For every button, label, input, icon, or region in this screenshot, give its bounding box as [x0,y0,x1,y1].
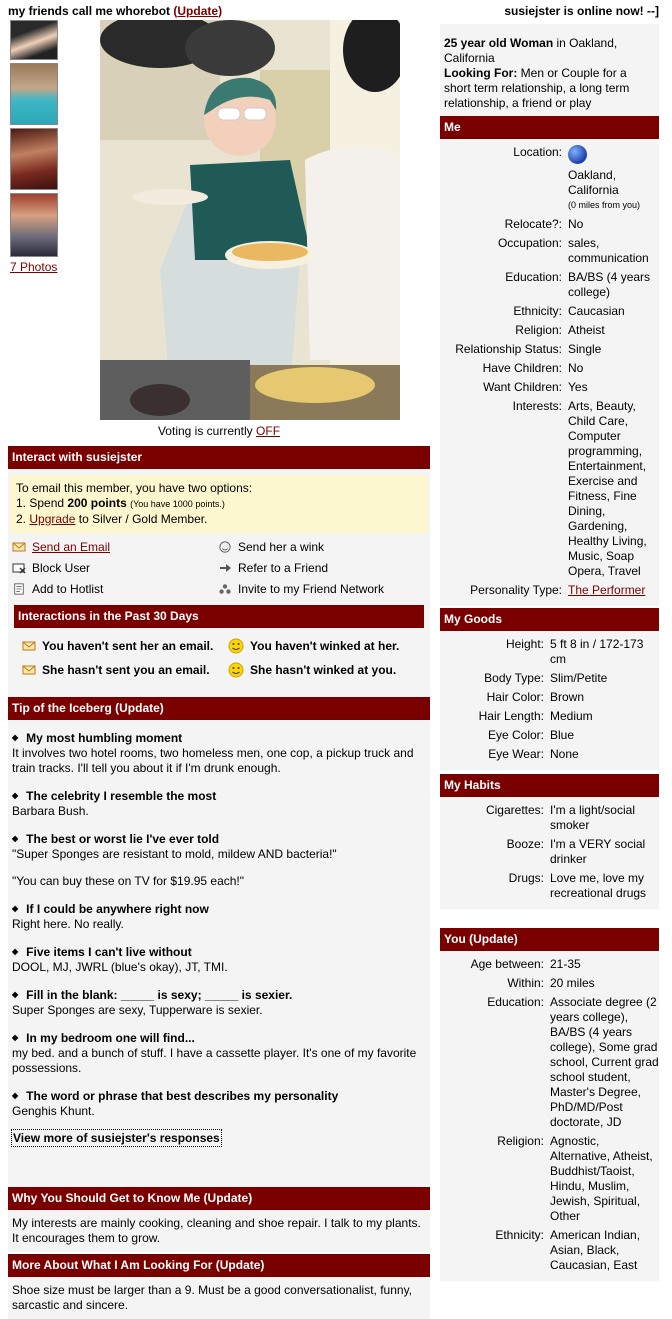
me-row-label: Interests: [512,399,562,413]
tagline-update-link[interactable]: Update [177,4,219,18]
winked-her-text: You haven't winked at her. [250,639,400,653]
me-row-label: Occupation: [497,236,562,250]
goods-row [440,747,659,762]
me-row-value: Single [568,342,602,356]
email-options-notice [10,475,428,533]
habits-row-value: I'm a light/social smoker [550,803,635,832]
goods-row [440,690,659,705]
iceberg-section [8,697,430,1198]
qa-question: ◆ The word or phrase that best describes my personality [12,1088,426,1104]
me-row-label: Ethnicity: [513,304,562,318]
her-email-status [22,662,228,678]
why-section [8,1187,430,1252]
main-profile-photo[interactable] [100,20,400,420]
paren-close: ) [218,4,223,18]
me-row-value: No [568,361,584,375]
add-hotlist-label[interactable]: Add to Hotlist [32,582,104,596]
looking-text: Men or Couple for a short term relationship, a long term relationship, a friend or play [444,66,630,110]
qa-question: ◆ Fill in the blank: _____ is sexy; _____ is sexier. [12,987,426,1003]
habits-row [440,837,659,867]
me-row [440,145,659,213]
me-row [440,236,659,266]
goods-row-value: Blue [550,728,575,742]
me-row-label: Location: [513,145,562,159]
goods-row [440,709,659,724]
her-email-text: She hasn't sent you an email. [42,663,210,677]
habits-details [440,797,659,909]
main-photo-image [100,20,400,420]
goods-row-label: Eye Color: [487,728,544,742]
me-row [440,217,659,232]
me-row-value: Atheist [568,323,605,337]
me-row-value: BA/BS (4 years college) [568,270,651,299]
send-wink-label[interactable]: Send her a wink [238,540,325,554]
me-row [440,380,659,395]
goods-row-value: Brown [550,690,585,704]
habits-header: My Habits [440,774,659,797]
you-row [440,957,659,972]
qa-question: ◆ Five items I can't live without [12,944,426,960]
me-section [440,116,659,606]
you-row [440,976,659,991]
habits-row-value: I'm a VERY social drinker [550,837,646,866]
me-row [440,399,659,579]
goods-row-value: Medium [550,709,593,723]
iceberg-header: Tip of the Iceberg (Update) [8,697,430,720]
me-row-value: Yes [568,380,588,394]
paren-open: ( [173,4,178,18]
arrow-right-icon [218,562,232,574]
voting-state-link[interactable]: OFF [256,424,281,438]
goods-section [440,608,659,770]
me-header: Me [440,116,659,139]
goods-row [440,728,659,743]
sent-email-status [22,638,228,654]
upgrade-link[interactable]: Upgrade [29,512,76,526]
you-row-value: Associate degree (2 years college), BA/BS (4 years college), Some grad school, Current grad school student, Master's Degree, PhD/MD/Post doctorate, JD [550,995,659,1129]
photo-thumb[interactable] [10,193,58,257]
qa-answer: Genghis Khunt. [12,1104,95,1118]
sent-email-text: You haven't sent her an email. [42,639,214,653]
hotlist-icon [12,583,26,595]
goods-row-value: Slim/Petite [550,671,608,685]
block-icon [12,562,26,574]
goods-details [440,631,659,770]
looking-label: Looking For: [444,66,518,80]
opt1-small: (You have 1000 points.) [130,499,225,509]
envelope-icon [22,664,36,676]
qa-question: ◆ If I could be anywhere right now [12,901,426,917]
goods-row-value: 5 ft 8 in / 172-173 cm [550,637,644,666]
interactions-summary [8,628,430,686]
qa-answer: Super Sponges are sexy, Tupperware is sexier. [12,1003,263,1017]
qa-answer: "Super Sponges are resistant to mold, mildew AND bacteria!" [12,847,337,861]
distance-value: (0 miles from you) [568,200,641,210]
profile-tagline [8,0,430,20]
me-row-value [568,145,659,213]
friend-network-icon [218,583,232,595]
goods-row-label: Hair Color: [486,690,544,704]
goods-row-value: None [550,747,579,761]
you-details [440,951,659,1281]
goods-header: My Goods [440,608,659,631]
interact-actions [8,537,430,599]
invite-network-action[interactable] [218,581,418,597]
refer-friend-label[interactable]: Refer to a Friend [238,561,329,575]
summary-location: in Oakland, California [444,36,618,65]
add-hotlist-action[interactable] [12,581,218,597]
winked-her-status [228,638,418,654]
habits-section [440,774,659,909]
her-wink-text: She hasn't winked at you. [250,663,397,677]
notice-option-1 [16,496,422,512]
me-row-label: Religion: [515,323,562,337]
opt1-points: 200 points [67,496,127,510]
goods-row-label: Height: [505,637,544,651]
notice-option-2 [16,512,422,527]
you-row-value: American Indian, Asian, Black, Caucasian, East [550,1228,641,1272]
refer-friend-action[interactable] [218,560,418,576]
you-row-label: Education: [487,995,544,1009]
qa-question: ◆ My most humbling moment [12,730,426,746]
voting-label: Voting is currently [157,424,253,438]
you-row-label: Ethnicity: [495,1228,544,1242]
why-header: Why You Should Get to Know Me (Update) [8,1187,430,1210]
you-row [440,1228,659,1273]
habits-row [440,871,659,901]
me-row-value: sales, communication [568,236,649,265]
smiley-icon [228,638,244,654]
photo-thumbnails [10,20,58,274]
me-row-label: Have Children: [482,361,562,375]
me-row [440,323,659,338]
habits-row-label: Booze: [506,837,544,851]
me-row-value: No [568,217,584,231]
you-row-value: Agnostic, Alternative, Atheist, Buddhist/Taoist, Hindu, Muslim, Jewish, Spiritual, Other [550,1134,653,1223]
why-text: My interests are mainly cooking, cleaning and shoe repair. I talk to my plants. It encourages them to grow. [8,1210,430,1252]
globe-icon [568,145,587,164]
view-more-responses-link[interactable]: View more of susiejster's responses [13,1131,220,1145]
me-row-label: Education: [505,270,562,284]
you-row-value: 21-35 [550,957,581,971]
you-row-label: Within: [507,976,544,990]
qa-question: ◆ The best or worst lie I've ever told [12,831,426,847]
online-status: susiejster is online now! --] [504,4,659,18]
personality-type-link[interactable]: The Performer [568,583,646,597]
me-row-label: Relocate?: [504,217,562,231]
goods-row-label: Eye Wear: [488,747,544,761]
you-row [440,995,659,1130]
block-user-label[interactable]: Block User [32,561,91,575]
habits-row-label: Drugs: [508,871,544,885]
opt2-prefix: 2. [16,512,27,526]
you-row-label: Religion: [497,1134,544,1148]
qa-answer: Right here. No really. [12,917,124,931]
block-user-action[interactable] [12,560,218,576]
send-email-link[interactable]: Send an Email [32,540,111,554]
habits-row-value: Love me, love my recreational drugs [550,871,647,900]
you-row-value: 20 miles [550,976,595,990]
me-row [440,270,659,300]
interact-section [8,446,430,704]
more-about-text: Shoe size must be larger than a 9. Must be a good conversationalist, funny, sarcastic and sincere. [8,1277,430,1319]
envelope-icon [12,541,26,553]
qa-answer: It involves two hotel rooms, two homeless men, one cop, a pickup truck and train tracks. I'll tell you about it if I'm drunk enough. [12,746,414,775]
interact-header: Interact with susiejster [8,446,430,469]
me-row-value: Arts, Beauty, Child Care, Computer programming, Entertainment, Exercise and Fitness, Fine Dining, Gardening, Healthy Living, Music, Soap Opera, Travel [568,399,647,578]
profile-summary [440,24,659,119]
me-row [440,304,659,319]
goods-row-label: Body Type: [484,671,544,685]
qa-question: ◆ In my bedroom one will find... [12,1030,426,1046]
more-about-section [8,1254,430,1319]
me-row-label: Want Children: [483,380,562,394]
goods-row [440,637,659,667]
qa-question: ◆ The celebrity I resemble the most [12,788,426,804]
qa-answer: "You can buy these on TV for $19.95 each!" [12,874,245,888]
photo-thumb[interactable] [10,63,58,125]
you-row-label: Age between: [470,957,544,971]
wink-icon [218,541,232,553]
age-gender: 25 year old Woman [444,36,554,50]
interactions-header: Interactions in the Past 30 Days [14,605,424,628]
qa-answer: my bed. and a bunch of stuff. I have a cassette player. It's one of my favorite possessions. [12,1046,417,1075]
invite-network-label[interactable]: Invite to my Friend Network [238,582,385,596]
voting-status [8,424,430,438]
photo-thumb[interactable] [10,20,58,60]
goods-row [440,671,659,686]
iceberg-qa-list [8,722,430,1119]
opt2-suffix: to Silver / Gold Member. [78,512,208,526]
send-wink-action[interactable] [218,539,418,555]
habits-row-label: Cigarettes: [485,803,544,817]
me-row [440,361,659,376]
smiley-icon [228,662,244,678]
me-row-label: Relationship Status: [455,342,562,356]
me-row-value [568,583,659,598]
notice-line: To email this member, you have two options: [16,481,253,495]
me-details [440,139,659,606]
goods-row-label: Hair Length: [478,709,544,723]
habits-row [440,803,659,833]
more-about-header: More About What I Am Looking For (Update) [8,1254,430,1277]
tagline-text: my friends call me whorebot [8,4,171,18]
you-section [440,928,659,1281]
me-row-label: Personality Type: [470,583,562,597]
opt1-prefix: 1. Spend [16,496,65,510]
you-row [440,1134,659,1224]
left-column [8,0,430,1312]
qa-answer: DOOL, MJ, JWRL (blue's okay), JT, TMI. [12,960,228,974]
me-row [440,342,659,357]
photo-thumb[interactable] [10,128,58,190]
me-row [440,583,659,598]
location-value: Oakland, California [568,168,619,197]
her-wink-status [228,662,418,678]
send-email-action[interactable] [12,539,218,555]
right-column [440,0,659,1272]
you-header: You (Update) [440,928,659,951]
qa-answer: Barbara Bush. [12,804,89,818]
photos-count-link[interactable]: 7 Photos [10,260,58,274]
me-row-value: Caucasian [568,304,625,318]
envelope-icon [22,640,36,652]
